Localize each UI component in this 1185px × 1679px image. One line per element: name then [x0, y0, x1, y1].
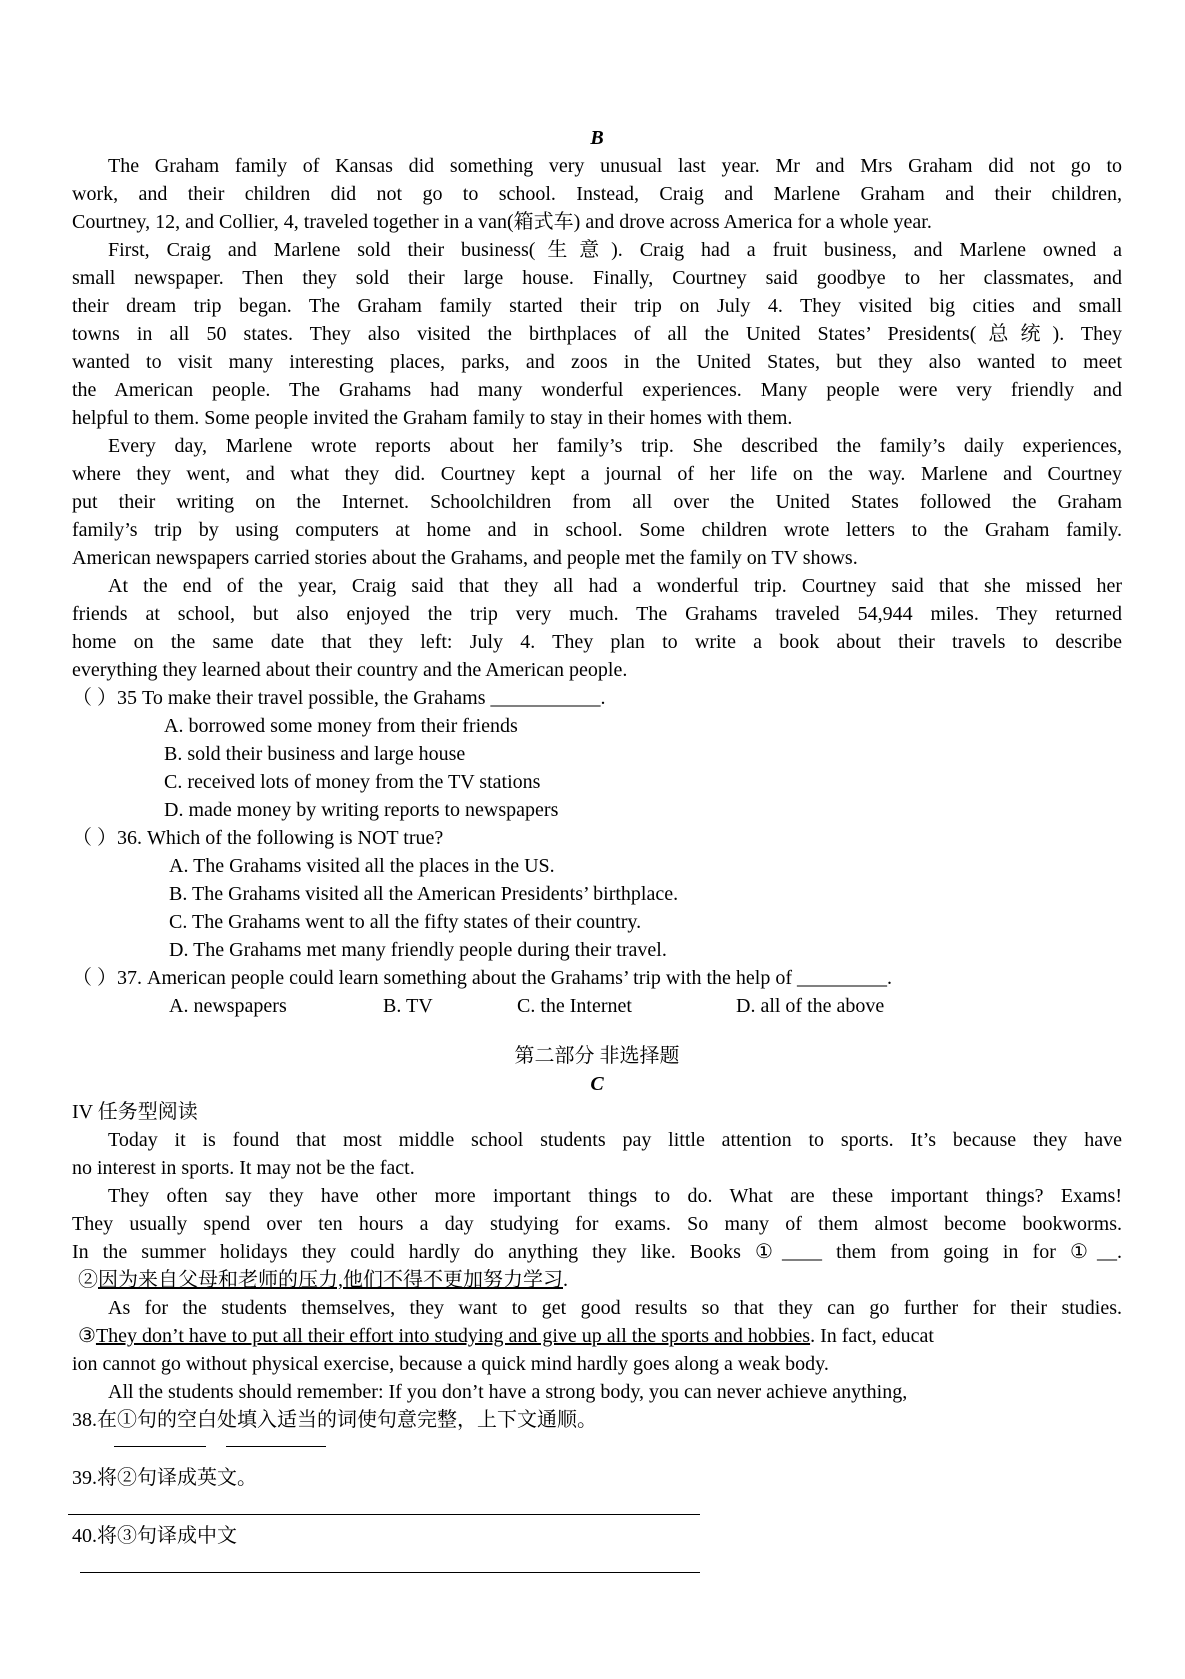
option-b: B. TV — [383, 995, 433, 1017]
passage-line: Every day, Marlene wrote reports about her family’s trip. She described the family’s daily experiences, — [108, 435, 1122, 457]
passage-line: In the summer holidays they could hardly do anything they like. Books ①____ them from going in for ①__. — [72, 1241, 1122, 1263]
option-b: B. sold their business and large house — [164, 743, 466, 765]
answer-38-area — [72, 1434, 1122, 1464]
passage-paragraph-1 — [72, 152, 1122, 236]
passage-line: They often say they have other more important things to do. What are these important things? Exams! — [108, 1185, 1122, 1207]
passage-line: They usually spend over ten hours a day studying for exams. So many of them almost become bookworms. — [72, 1213, 1122, 1235]
question-35 — [72, 684, 1122, 824]
option-a: A. The Grahams visited all the places in the US. — [169, 855, 555, 877]
sentence-3-end: . In fact, educat — [810, 1325, 934, 1347]
part-two-title: 第二部分 非选择题 — [514, 1045, 680, 1067]
task-reading-title: IV 任务型阅读 — [72, 1101, 198, 1123]
passage-line: towns in all 50 states. They also visited the birthplaces of all the United States’ Presidents(总统). They — [72, 323, 1122, 345]
passage-c — [72, 1126, 1122, 1406]
option-d: D. all of the above — [736, 995, 885, 1017]
question-36 — [72, 824, 1122, 964]
passage-paragraph-4 — [72, 572, 1122, 684]
option-row — [72, 992, 1122, 1020]
sentence-3-line — [72, 1322, 1122, 1350]
option-c: C. the Internet — [517, 995, 632, 1017]
passage-line: friends at school, but also enjoyed the trip very much. The Grahams traveled 54,944 miles. They returned — [72, 603, 1122, 625]
passage-line: family’s trip by using computers at home and in school. Some children wrote letters to the Graham family. — [72, 519, 1122, 541]
question-stem: （ ）36. Which of the following is NOT true? — [72, 827, 444, 849]
passage-line: where they went, and what they did. Courtney kept a journal of her life on the way. Marlene and Courtney — [72, 463, 1122, 485]
sentence-2-line — [72, 1266, 1122, 1294]
passage-line: The Graham family of Kansas did something very unusual last year. Mr and Mrs Graham did not go to — [108, 155, 1122, 177]
exam-page — [72, 124, 1122, 1580]
question-stem: （ ）35 To make their travel possible, the Grahams ___________. — [72, 687, 606, 709]
answer-line-39[interactable] — [68, 1514, 700, 1515]
option-d: D. made money by writing reports to newspapers — [164, 799, 559, 821]
question-39: 39.将②句译成英文。 — [72, 1467, 257, 1489]
sentence-3-marker: ③ — [78, 1325, 96, 1347]
answer-40-area — [72, 1550, 1122, 1580]
passage-line: ion cannot go without physical exercise, because a quick mind hardly goes along a weak body. — [72, 1353, 829, 1375]
answer-blank-1[interactable] — [114, 1446, 206, 1447]
passage-line: small newspaper. Then they sold their large house. Finally, Courtney said goodbye to her classmates, and — [72, 267, 1122, 289]
option-a: A. borrowed some money from their friends — [164, 715, 518, 737]
passage-line: First, Craig and Marlene sold their business(生意). Craig had a fruit business, and Marlene owned a — [108, 239, 1122, 261]
option-c: C. received lots of money from the TV stations — [164, 771, 541, 793]
section-heading-b: B — [590, 127, 604, 149]
sentence-3: They don’t have to put all their effort into studying and give up all the sports and hobbies — [95, 1325, 811, 1347]
passage-paragraph-2 — [72, 236, 1122, 432]
question-stem: （ ）37. American people could learn something about the Grahams’ trip with the help of _________. — [72, 967, 892, 989]
passage-line: Courtney, 12, and Collier, 4, traveled together in a van(箱式车) and drove across America for a whole year. — [72, 211, 932, 233]
question-37 — [72, 964, 1122, 1020]
answer-39-area — [72, 1492, 1122, 1522]
question-40: 40.将③句译成中文 — [72, 1525, 237, 1547]
option-b: B. The Grahams visited all the American Presidents’ birthplace. — [169, 883, 679, 905]
option-c: C. The Grahams went to all the fifty states of their country. — [169, 911, 642, 933]
sentence-2: 因为来自父母和老师的压力,他们不得不更加努力学习 — [98, 1269, 563, 1291]
passage-line: home on the same date that they left: July 4. They plan to write a book about their travels to describe — [72, 631, 1122, 653]
passage-line: At the end of the year, Craig said that they all had a wonderful trip. Courtney said that she missed her — [108, 575, 1122, 597]
passage-line: no interest in sports. It may not be the fact. — [72, 1157, 415, 1179]
passage-line: everything they learned about their country and the American people. — [72, 659, 628, 681]
passage-line: wanted to visit many interesting places, parks, and zoos in the United States, but they also wanted to meet — [72, 351, 1122, 373]
answer-line-40[interactable] — [80, 1572, 700, 1573]
sentence-2-end: . — [563, 1269, 568, 1291]
passage-line: All the students should remember: If you don’t have a strong body, you can never achieve anything, — [108, 1381, 908, 1403]
passage-line: work, and their children did not go to school. Instead, Craig and Marlene Graham and their children, — [72, 183, 1122, 205]
sentence-2-marker: ② — [78, 1269, 98, 1291]
answer-blank-2[interactable] — [226, 1446, 326, 1447]
passage-line: Today it is found that most middle school students pay little attention to sports. It’s because they have — [108, 1129, 1122, 1151]
passage-line: As for the students themselves, they want to get good results so that they can go further for their studies. — [108, 1297, 1122, 1319]
passage-line: the American people. The Grahams had many wonderful experiences. Many people were very friendly and — [72, 379, 1122, 401]
passage-paragraph-3 — [72, 432, 1122, 572]
section-heading-c: C — [590, 1073, 604, 1095]
passage-line: American newspapers carried stories about the Grahams, and people met the family on TV shows. — [72, 547, 858, 569]
option-d: D. The Grahams met many friendly people during their travel. — [169, 939, 667, 961]
passage-line: put their writing on the Internet. Schoolchildren from all over the United States followed the Graham — [72, 491, 1122, 513]
passage-line: helpful to them. Some people invited the Graham family to stay in their homes with them. — [72, 407, 793, 429]
option-a: A. newspapers — [169, 995, 287, 1017]
passage-line: their dream trip began. The Graham family started their trip on July 4. They visited big cities and small — [72, 295, 1122, 317]
question-38: 38.在①句的空白处填入适当的词使句意完整，上下文通顺。 — [72, 1409, 597, 1431]
